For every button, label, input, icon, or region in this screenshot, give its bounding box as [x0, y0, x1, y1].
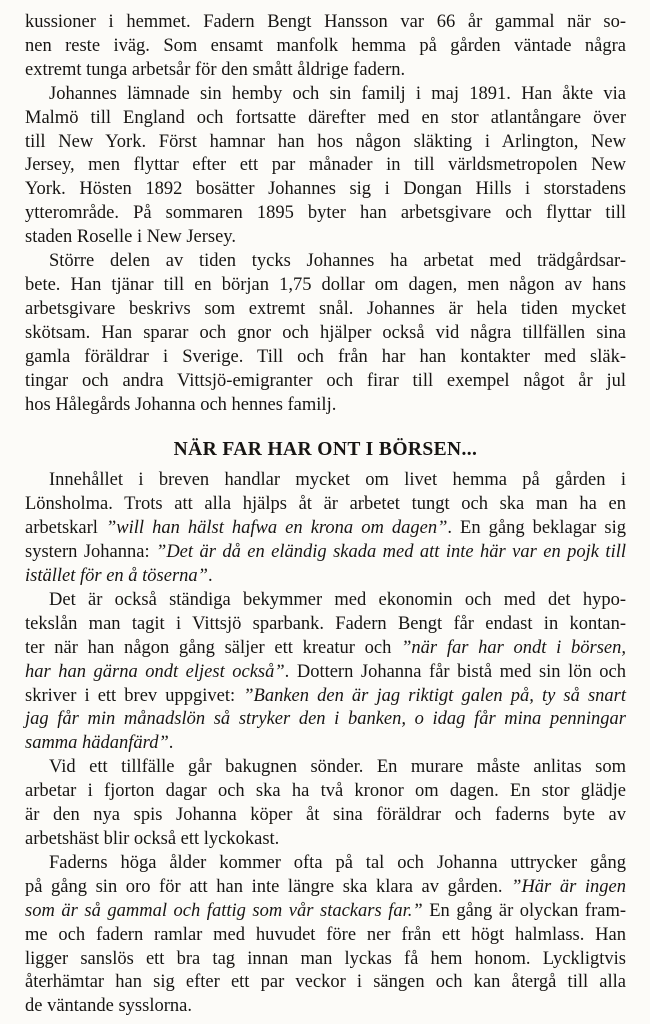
quoted-letter-excerpt: som är så gammal och fattig som vår stackars far.”: [25, 900, 423, 921]
text-line: [25, 107, 626, 131]
body-text: hos Hålegårds Johanna och hennes familj.: [25, 394, 337, 415]
body-text: nen reste iväg. Som ensamt manfolk hemma på gården väntade några: [25, 35, 626, 56]
body-text: systern Johanna:: [25, 542, 157, 563]
body-text: arbetskarl: [25, 518, 106, 539]
paragraph: [25, 852, 626, 1019]
text-line: [25, 637, 626, 661]
text-line: [25, 876, 626, 900]
body-text: staden Roselle i New Jersey.: [25, 227, 236, 248]
text-line: [25, 613, 626, 637]
text-line: [25, 732, 626, 756]
text-line: [25, 226, 626, 250]
body-text: bete. Han tjänar till en början 1,75 dollar om dagen, men någon av hans: [25, 274, 626, 295]
text-line: [25, 131, 626, 155]
body-text: Större delen av tiden tycks Johannes ha arbetat med trädgårdsar-: [49, 251, 626, 272]
body-text: tekslån man tagit i Vittsjö sparbank. Fadern Bengt får endast in kontan-: [25, 613, 626, 634]
text-line: [25, 322, 626, 346]
text-line: [25, 971, 626, 995]
text-line: [25, 661, 626, 685]
body-text: . En gång beklagar sig: [447, 518, 626, 539]
body-text: Johannes lämnade sin hemby och sin familj i maj 1891. Han åkte via: [49, 83, 626, 104]
text-line: [25, 828, 626, 852]
body-text: gamla föräldrar i Sverige. Till och från har han kontakter med släk-: [25, 346, 626, 367]
body-text: extremt tunga arbetsår för den smått åldrige fadern.: [25, 59, 406, 80]
quoted-letter-excerpt: ”Det är då en eländig skada med att inte här var en pojk till: [156, 542, 626, 563]
quoted-letter-excerpt: samma hädanfärd”: [25, 733, 169, 754]
quoted-letter-excerpt: har han gärna ondt eljest också”: [25, 661, 285, 682]
text-line: [25, 756, 626, 780]
body-text: återhämtar han sig efter ett par veckor i sängen och kan återgå till alla: [25, 972, 626, 993]
text-line: [25, 685, 626, 709]
text-line: [25, 298, 626, 322]
body-text: skötsam. Han sparar och gnor och hjälper också vid några tillfällen sina: [25, 322, 626, 343]
text-line: [25, 589, 626, 613]
body-text: Lönsholma. Trots att alla hjälps åt är arbetet tungt och ska man ha en: [25, 494, 626, 515]
text-line: [25, 154, 626, 178]
body-text: . Dottern Johanna får bistå med sin lön och: [284, 661, 626, 682]
text-line: [25, 370, 626, 394]
body-text: de väntande sysslorna.: [25, 996, 192, 1017]
paragraph: [25, 469, 626, 589]
text-line: [25, 541, 626, 565]
body-text: till New York. Först hamnar han hos någon släkting i Arlington, New: [25, 131, 626, 152]
paragraph: [25, 589, 626, 756]
text-line: [25, 59, 626, 83]
body-text: ytterområde. På sommaren 1895 byter han arbetsgivare och flyttar till: [25, 203, 626, 224]
text-line: [25, 274, 626, 298]
body-text: arbetar i fjorton dagar och ska ha två kronor om dagen. En stor glädje: [25, 781, 626, 802]
body-text: Faderns höga ålder kommer ofta på tal och Johanna uttrycker gång: [49, 852, 626, 873]
body-text: .: [207, 566, 213, 587]
paragraph: [25, 11, 626, 83]
section-heading: NÄR FAR HAR ONT I BÖRSEN...: [173, 439, 478, 461]
body-text: skriver i ett brev uppgivet:: [25, 685, 244, 706]
text-line: [25, 493, 626, 517]
body-text: arbetshäst blir också ett lyckokast.: [25, 829, 280, 849]
text-line: [25, 900, 626, 924]
text-line: [25, 924, 626, 948]
paragraph: [25, 756, 626, 852]
quoted-letter-excerpt: ”när far har ondt i börsen,: [401, 637, 626, 658]
body-text: York. Hösten 1892 bosätter Johannes sig i Dongan Hills i storstadens: [25, 179, 626, 200]
text-line: [25, 948, 626, 972]
body-text: Innehållet i breven handlar mycket om livet hemma på gården i: [49, 470, 626, 491]
body-text: Malmö till England och fortsatte därefter med en stor atlantångare över: [25, 107, 626, 128]
body-text: arbetsgivare beskrivs som extremt snål. Johannes är hela tiden mycket: [25, 298, 626, 319]
text-line: [25, 35, 626, 59]
text-line: [25, 780, 626, 804]
body-text: ligger sanslös ett bra tag innan man lyckas få hem honom. Lyckligtvis: [25, 948, 626, 969]
text-line: [25, 11, 626, 35]
quoted-letter-excerpt: istället för en å töserna”: [25, 566, 208, 587]
quoted-letter-excerpt: ”Banken den är jag riktigt galen på, ty så snart: [243, 685, 626, 706]
body-text: är den nya spis Johanna köper åt sina föräldrar och faderns byte av: [25, 805, 626, 826]
paragraph: [25, 250, 626, 417]
text-line: [25, 469, 626, 493]
text-line: [25, 394, 626, 418]
body-text: En gång är olyckan fram-: [422, 900, 626, 921]
quoted-letter-excerpt: ”Här är ingen: [511, 876, 626, 897]
body-text: kussioner i hemmet. Fadern Bengt Hansson var 66 år gammal när so-: [25, 12, 626, 32]
quoted-letter-excerpt: jag får min månadslön så stryker den i banken, o idag får mina penningar: [25, 709, 626, 730]
body-text: Vid ett tillfälle går bakugnen sönder. En murare måste anlitas som: [49, 757, 626, 778]
text-line: [25, 346, 626, 370]
text-line: [25, 995, 626, 1019]
body-text: på gång sin oro för att han inte längre ska klara av gården.: [25, 876, 512, 897]
body-text: Jersey, men flyttar efter ett par månader in till världsmetropolen New: [25, 155, 626, 176]
text-line: [25, 178, 626, 202]
body-text: Det är också ständiga bekymmer med ekonomin och med det hypo-: [49, 589, 626, 610]
text-line: [25, 708, 626, 732]
body-text: ter när han någon gång säljer ett kreatur och: [25, 637, 402, 658]
text-line: [25, 804, 626, 828]
text-line: [25, 250, 626, 274]
body-text: tingar och andra Vittsjö-emigranter och firar till exempel något år jul: [25, 370, 626, 391]
paragraph: [25, 83, 626, 250]
text-line: [25, 852, 626, 876]
text-line: [25, 202, 626, 226]
body-text: .: [168, 733, 174, 754]
page-content: [25, 11, 626, 1019]
text-line: [25, 517, 626, 541]
text-line: [25, 83, 626, 107]
quoted-letter-excerpt: ”will han hälst hafwa en krona om dagen”: [105, 518, 448, 539]
text-line: [25, 565, 626, 589]
body-text: me och fadern ramlar med huvudet före ner från ett högt halmlass. Han: [25, 924, 626, 945]
